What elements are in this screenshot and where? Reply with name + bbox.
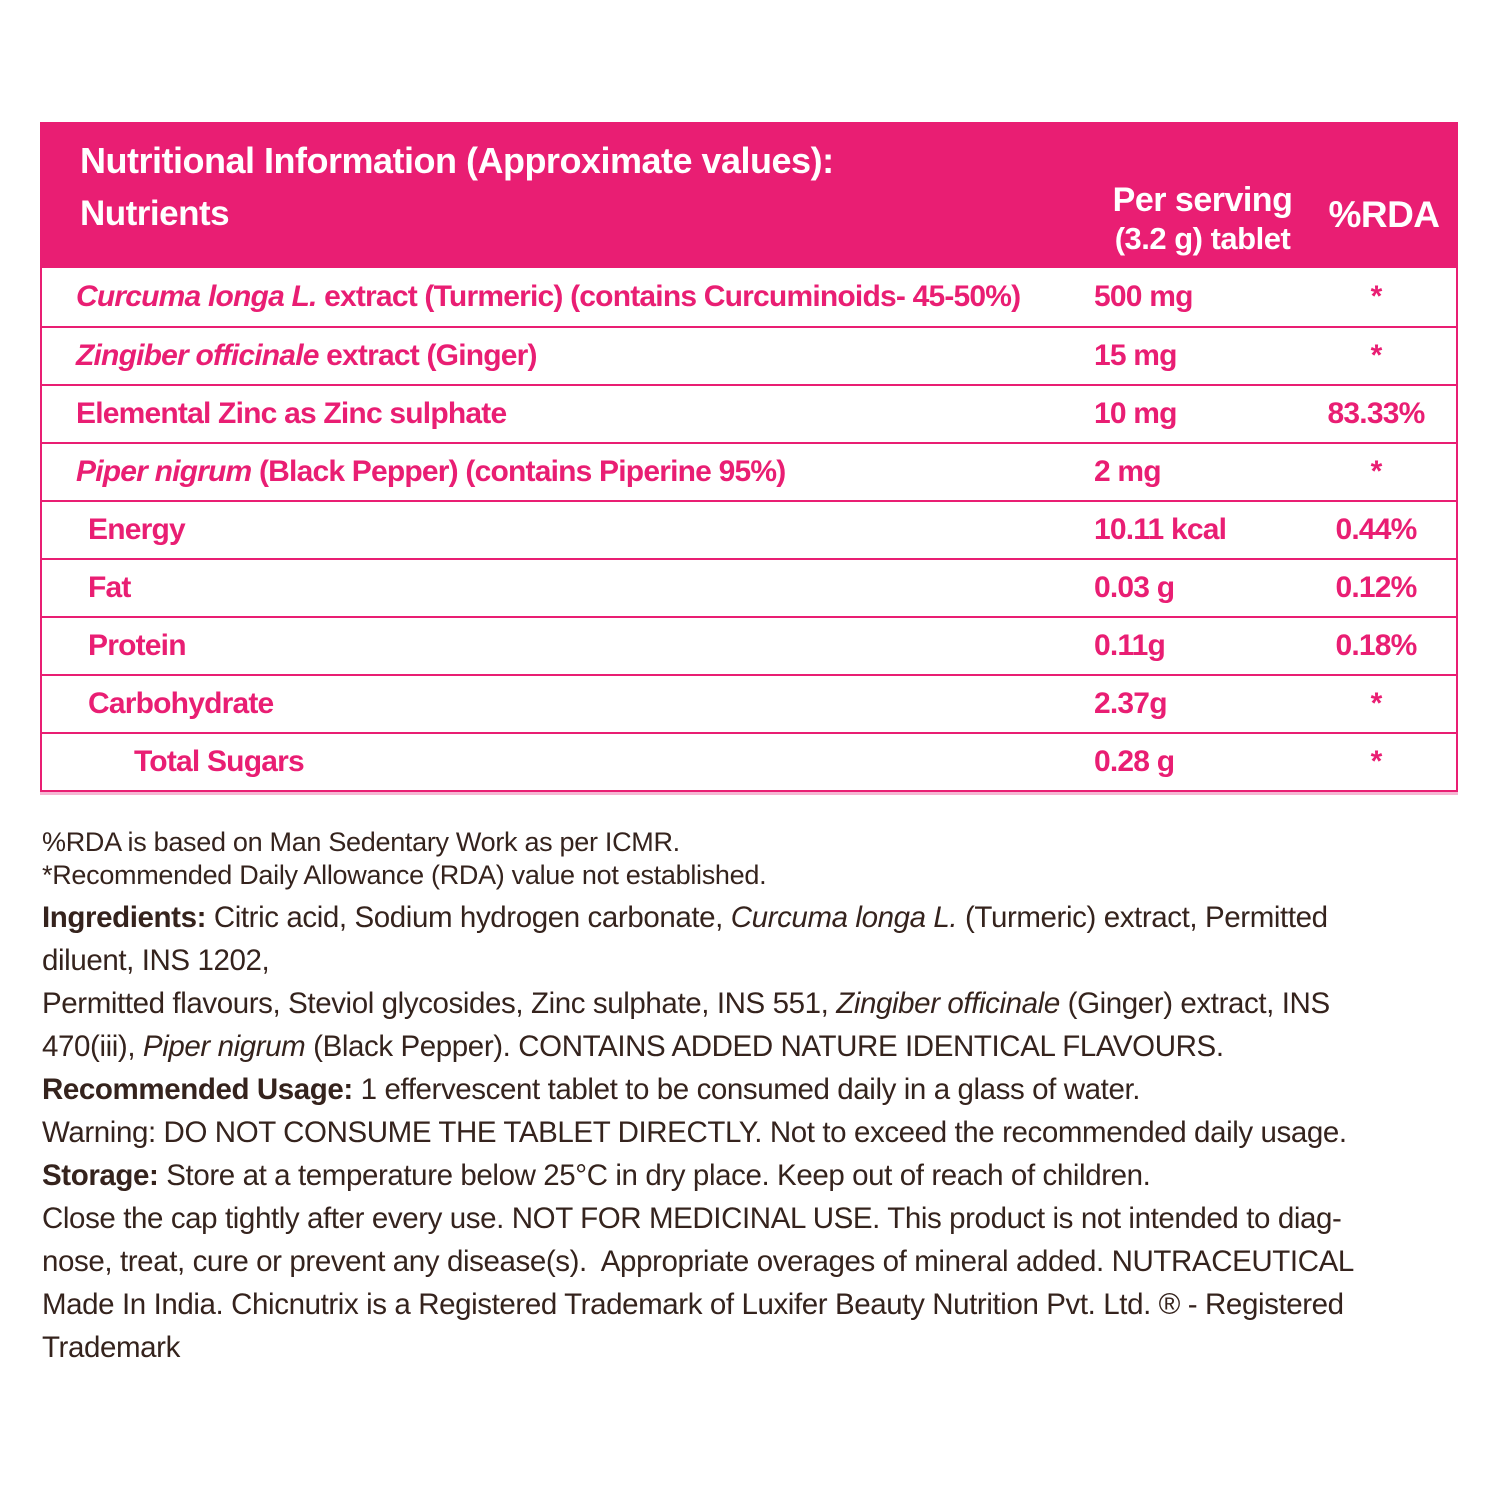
rda-notes bbox=[42, 826, 1462, 892]
per-serving-value-cell: 2 mg bbox=[1094, 455, 1161, 488]
column-header-rda: %RDA bbox=[1328, 194, 1440, 235]
rda-value-cell: 0.44% bbox=[1335, 513, 1417, 546]
footer-text-line: diluent, INS 1202, bbox=[42, 944, 270, 977]
rda-value-cell: * bbox=[1370, 455, 1382, 488]
ingredients-and-usage bbox=[42, 896, 1462, 1369]
per-serving-value-cell: 15 mg bbox=[1094, 339, 1177, 372]
nutrient-name-cell: Energy bbox=[88, 513, 185, 546]
rda-value-cell: 0.18% bbox=[1335, 629, 1417, 662]
table-row bbox=[42, 558, 1456, 616]
footnote-line: *Recommended Daily Allowance (RDA) value not established. bbox=[42, 860, 767, 890]
footnote-line: %RDA is based on Man Sedentary Work as per ICMR. bbox=[42, 827, 680, 857]
table-header bbox=[40, 122, 1458, 268]
per-serving-value-cell: 10.11 kcal bbox=[1094, 513, 1227, 546]
per-serving-line2: (3.2 g) tablet bbox=[1114, 221, 1291, 256]
per-serving-value-cell: 500 mg bbox=[1094, 280, 1193, 313]
footer-text-line: Ingredients: Citric acid, Sodium hydrogen carbonate, Curcuma longa L. (Turmeric) extract, Permitted bbox=[42, 901, 1328, 934]
table-title: Nutritional Information (Approximate values): bbox=[80, 140, 834, 181]
per-serving-value-cell: 0.03 g bbox=[1094, 571, 1175, 604]
rda-value-cell: 0.12% bbox=[1335, 571, 1417, 604]
column-header-nutrients: Nutrients bbox=[80, 194, 230, 233]
table-row bbox=[42, 268, 1456, 326]
footer-text-line: Recommended Usage: 1 effervescent tablet to be consumed daily in a glass of water. bbox=[42, 1073, 1141, 1106]
rda-value-cell: * bbox=[1370, 339, 1382, 372]
nutrient-name-cell: Carbohydrate bbox=[88, 687, 274, 720]
rda-value-cell: 83.33% bbox=[1327, 397, 1425, 430]
nutrient-name-cell: Fat bbox=[88, 571, 131, 604]
table-row bbox=[42, 616, 1456, 674]
footer-text-line: 470(iii), Piper nigrum (Black Pepper). CONTAINS ADDED NATURE IDENTICAL FLAVOURS. bbox=[42, 1030, 1224, 1063]
footer-text-line: Storage: Store at a temperature below 25°C in dry place. Keep out of reach of children. bbox=[42, 1159, 1151, 1192]
nutrition-table bbox=[40, 122, 1458, 792]
column-header-per-serving bbox=[1095, 122, 1310, 268]
table-row bbox=[42, 442, 1456, 500]
nutrient-rows bbox=[40, 268, 1458, 792]
table-row bbox=[42, 674, 1456, 732]
footer-text-line: Made In India. Chicnutrix is a Registered Trademark of Luxifer Beauty Nutrition Pvt. Ltd. ® - Registered bbox=[42, 1288, 1344, 1321]
nutrient-name-cell: Curcuma longa L. extract (Turmeric) (contains Curcuminoids- 45-50%) bbox=[76, 280, 1021, 313]
table-row bbox=[42, 732, 1456, 790]
table-row bbox=[42, 500, 1456, 558]
table-row bbox=[42, 326, 1456, 384]
nutrient-name-cell: Protein bbox=[88, 629, 186, 662]
nutrient-name-cell: Piper nigrum (Black Pepper) (contains Piperine 95%) bbox=[76, 455, 786, 488]
footer-text-line: Close the cap tightly after every use. NOT FOR MEDICINAL USE. This product is not intended to diag- bbox=[42, 1202, 1342, 1235]
nutrient-name-cell: Total Sugars bbox=[134, 745, 304, 778]
table-row bbox=[42, 384, 1456, 442]
per-serving-value-cell: 0.28 g bbox=[1094, 745, 1175, 778]
footer-text-line: Trademark bbox=[42, 1331, 180, 1364]
footer-text-line: nose, treat, cure or prevent any disease(s). Appropriate overages of mineral added. NUTRACEUTICAL bbox=[42, 1245, 1354, 1278]
per-serving-line1: Per serving bbox=[1112, 181, 1293, 219]
nutrient-name-cell: Zingiber officinale extract (Ginger) bbox=[76, 339, 537, 372]
rda-value-cell: * bbox=[1370, 687, 1382, 720]
rda-value-cell: * bbox=[1370, 280, 1382, 313]
per-serving-value-cell: 0.11g bbox=[1094, 629, 1166, 662]
footer-text-line: Permitted flavours, Steviol glycosides, Zinc sulphate, INS 551, Zingiber officinale (Ginger) extract, INS bbox=[42, 987, 1330, 1020]
rda-value-cell: * bbox=[1370, 745, 1382, 778]
per-serving-value-cell: 2.37g bbox=[1094, 687, 1167, 720]
nutrient-name-cell: Elemental Zinc as Zinc sulphate bbox=[76, 397, 507, 430]
per-serving-value-cell: 10 mg bbox=[1094, 397, 1177, 430]
footer-text-line: Warning: DO NOT CONSUME THE TABLET DIRECTLY. Not to exceed the recommended daily usage. bbox=[42, 1116, 1347, 1149]
table-header-left bbox=[40, 122, 1095, 268]
